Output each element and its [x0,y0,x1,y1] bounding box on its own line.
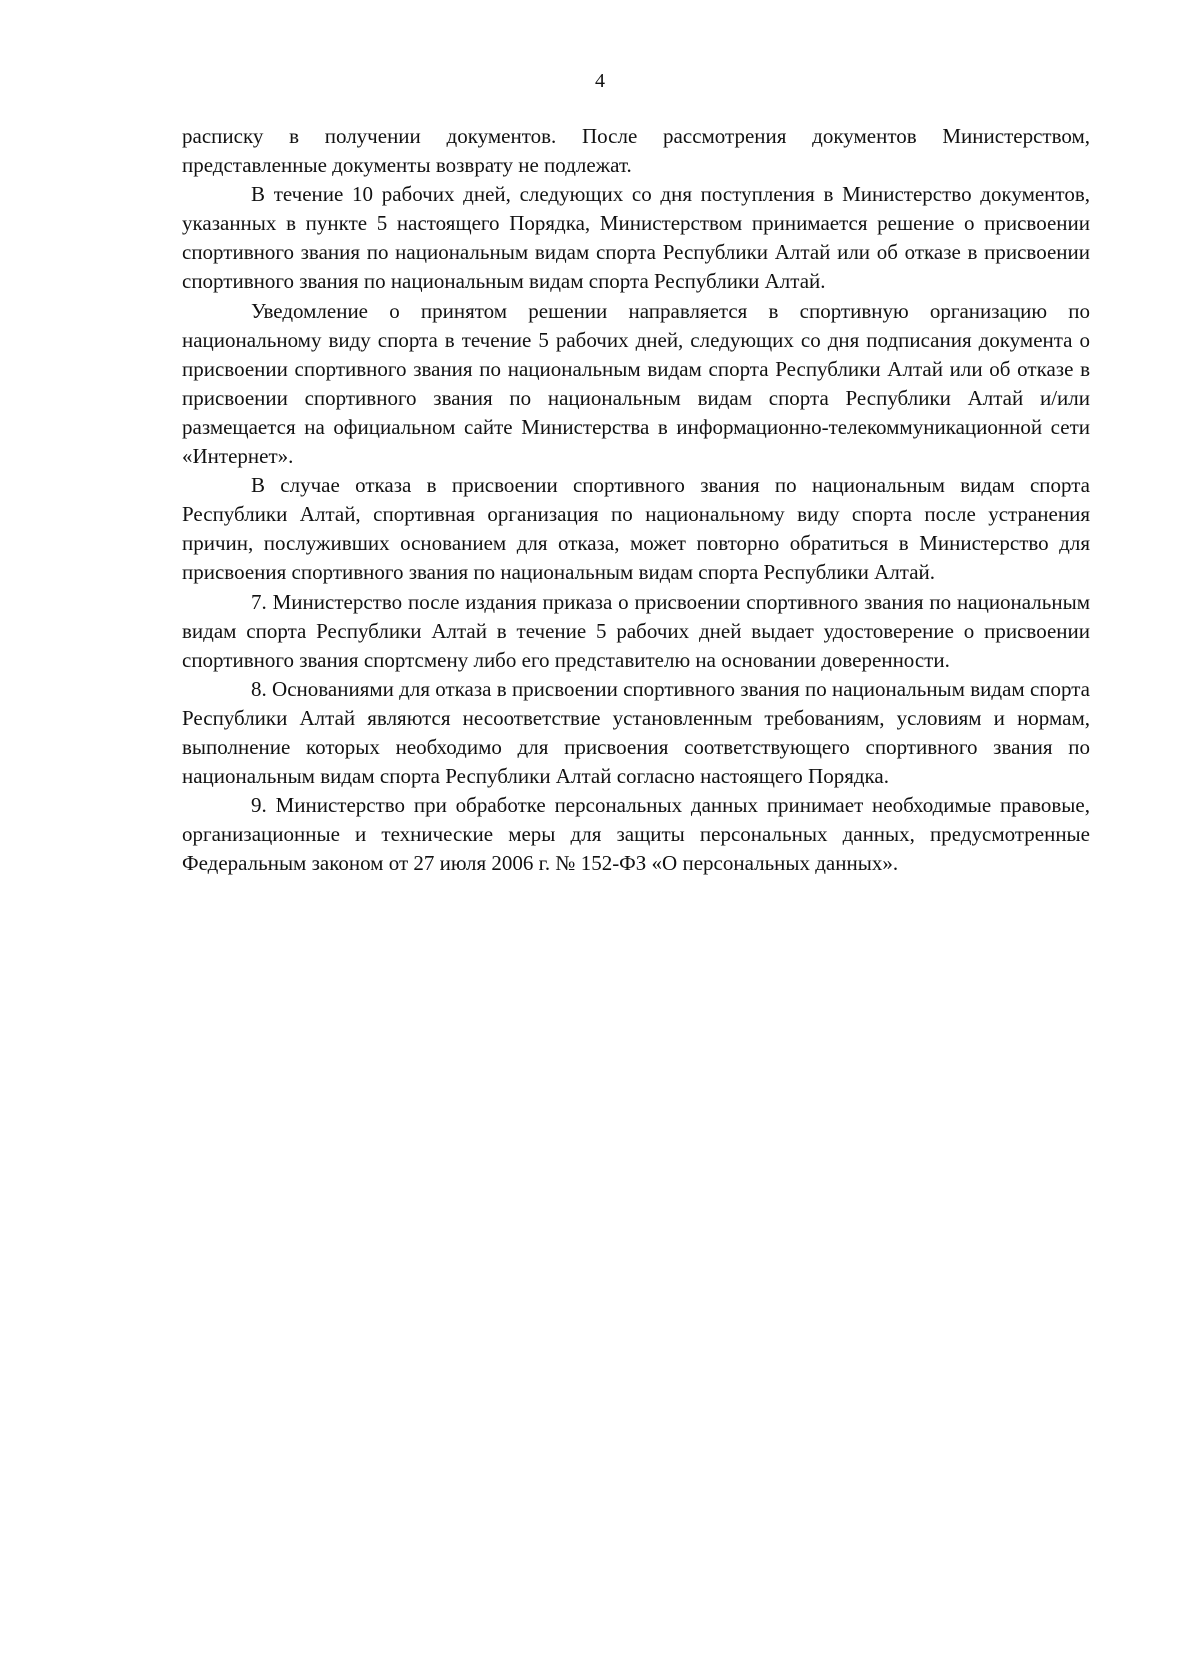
paragraph: В случае отказа в присвоении спортивного звания по национальным видам спорта Республики Алтай, спортивная организация по национальному виду спорта после устранения причин, послуживших основанием для отказа, может повторно обратиться в Министерство для присвоения спортивного звания по национальным видам спорта Республики Алтай. [182,473,1090,585]
paragraph-item-8: 8. Основаниями для отказа в присвоении спортивного звания по национальным видам спорта Республики Алтай являются несоответствие установленным требованиям, условиям и нормам, выполнение которых необходимо для присвоения соответствующего спортивного звания по национальным видам спорта Республики Алтай согласно настоящего Порядка. [182,676,1090,789]
document-body [182,122,1090,878]
paragraph: расписку в получении документов. После рассмотрения документов Министерством, представленные документы возврату не подлежат. [182,124,1090,178]
paragraph: В течение 10 рабочих дней, следующих со дня поступления в Министерство документов, указанных в пункте 5 настоящего Порядка, Министерством принимается решение о присвоении спортивного звания по национальным видам спорта Республики Алтай или об отказе в присвоении спортивного звания по национальным видам спорта Республики Алтай. [182,182,1090,294]
paragraph-item-7: 7. Министерство после издания приказа о присвоении спортивного звания по национальным видам спорта Республики Алтай в течение 5 рабочих дней выдает удостоверение о присвоении спортивного звания спортсмену либо его представителю на основании доверенности. [182,589,1090,672]
page-number: 4 [595,70,605,92]
paragraph: Уведомление о принятом решении направляется в спортивную организацию по национальному виду спорта в течение 5 рабочих дней, следующих со дня подписания документа о присвоении спортивного звания по национальным видам спорта Республики Алтай или об отказе в присвоении спортивного звания по национальным видам спорта Республики Алтай и/или размещается на официальном сайте Министерства в информационно-телекоммуникационной сети «Интернет». [182,298,1090,469]
paragraph-item-9: 9. Министерство при обработке персональных данных принимает необходимые правовые, организационные и технические меры для защиты персональных данных, предусмотренные Федеральным законом от 27 июля 2006 г. № 152-ФЗ «О персональных данных». [182,793,1090,876]
